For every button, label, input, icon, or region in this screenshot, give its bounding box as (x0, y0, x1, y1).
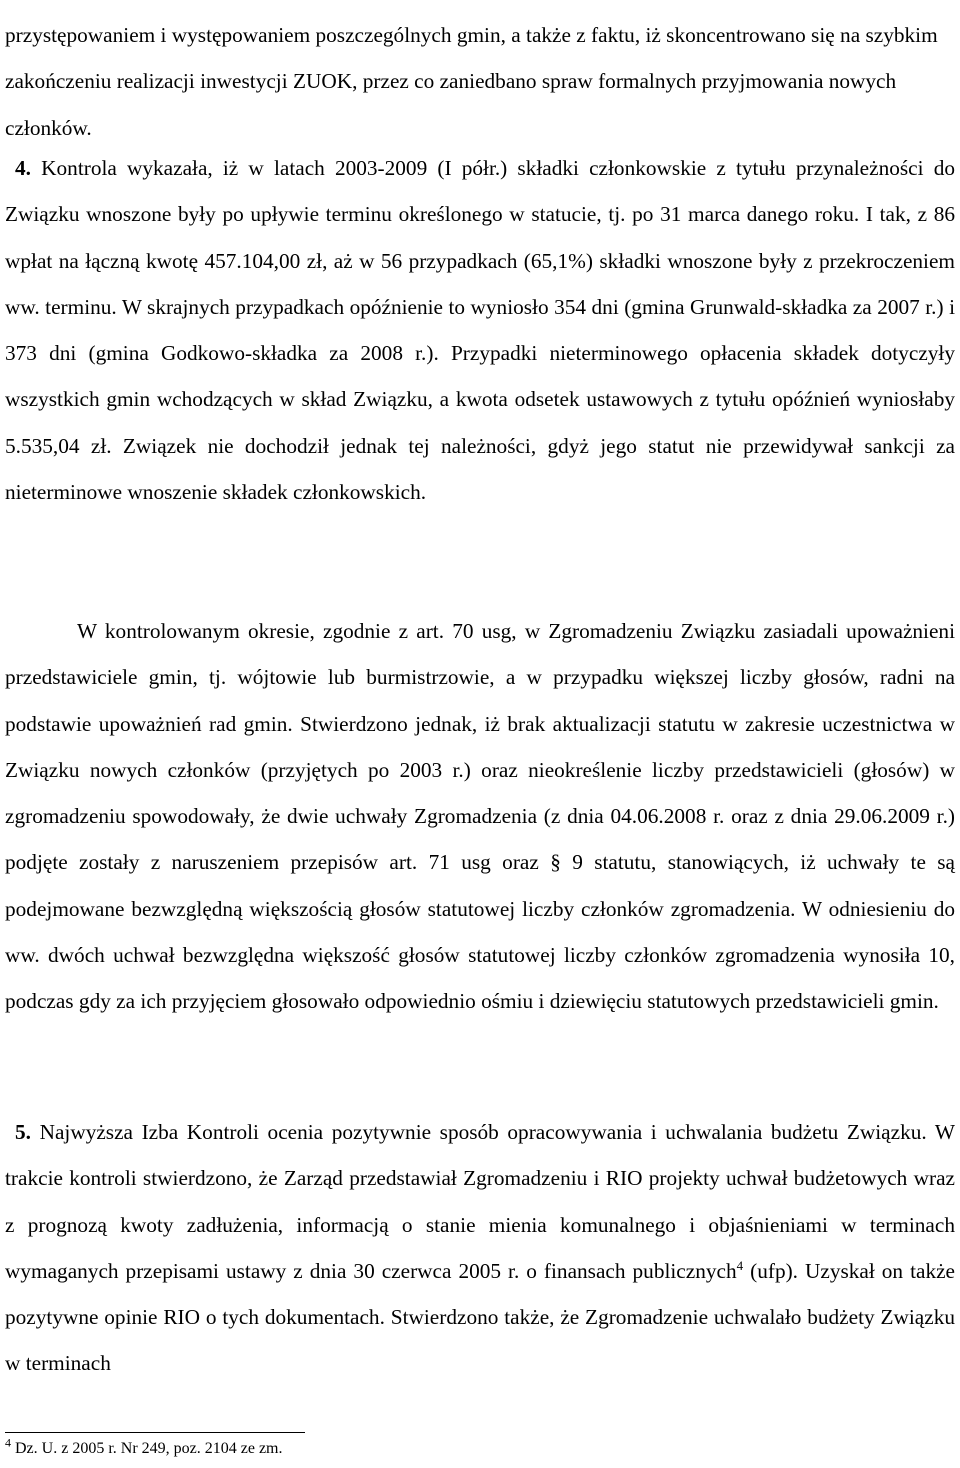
paragraph-2-text: Kontrola wykazała, iż w latach 2003-2009 (I półr.) składki członkowskie z tytułu przynależności do Związku wnoszone były po upływie terminu określonego w statucie, tj. po 31 marca danego roku. I tak, z 86 wpłat na łączną kwotę 457.104,00 zł, aż w 56 przypadkach (65,1%) składki wnoszone były z przekroczeniem ww. terminu. W skrajnych przypadkach opóźnienie to wyniosło 354 dni (gmina Grunwald-składka za 2007 r.) i 373 dni (gmina Godkowo-składka za 2008 r.). Przypadki nieterminowego opłacenia składek dotyczyły wszystkich gmin wchodzących w skład Związku, a kwota odsetek ustawowych z tytułu opóźnień wyniosłaby 5.535,04 zł. Związek nie dochodził jednak tej należności, gdyż jego statut nie przewidywał sankcji za nieterminowe wnoszenie składek członkowskich. (5, 156, 955, 505)
point-number-4: 4. (15, 156, 31, 180)
paragraph-representatives (5, 608, 955, 1025)
point-number-5: 5. (15, 1120, 31, 1144)
paragraph-point-4 (5, 145, 955, 515)
paragraph-1-text: przystępowaniem i występowaniem poszczególnych gmin, a także z faktu, iż skoncentrowano się na szybkim zakończeniu realizacji inwestycji ZUOK, przez co zaniedbano spraw formalnych przyjmowania nowych członków. (5, 23, 938, 140)
footnote (5, 1435, 283, 1460)
paragraph-continuation (5, 12, 955, 151)
paragraph-point-5 (5, 1109, 955, 1387)
footnote-separator (5, 1432, 305, 1433)
footnote-number: 4 (5, 1435, 11, 1450)
paragraph-3-text: W kontrolowanym okresie, zgodnie z art. 70 usg, w Zgromadzeniu Związku zasiadali upoważnieni przedstawiciele gmin, tj. wójtowie lub burmistrzowie, a w przypadku większej liczby głosów, radni na podstawie upoważnień rad gmin. Stwierdzono jednak, iż brak aktualizacji statutu w zakresie uczestnictwa w Związku nowych członków (przyjętych po 2003 r.) oraz nieokreślenie liczby przedstawicieli (głosów) w zgromadzeniu spowodowały, że dwie uchwały Zgromadzenia (z dnia 04.06.2008 r. oraz z dnia 29.06.2009 r.) podjęte zostały z naruszeniem przepisów art. 71 usg oraz § 9 statutu, stanowiących, iż uchwały te są podejmowane bezwzględną większością głosów statutowej liczby członków zgromadzenia. W odniesieniu do ww. dwóch uchwał bezwzględna większość głosów statutowej liczby członków zgromadzenia wynosiła 10, podczas gdy za ich przyjęciem głosowało odpowiednio ośmiu i dziewięciu statutowych przedstawicieli gmin. (5, 619, 955, 1014)
paragraph-4-text-b: (ufp). Uzyskał on także pozytywne opinie RIO o tych dokumentach. Stwierdzono także, że Zgromadzenie uchwalało budżety Związku w terminach (5, 1258, 956, 1376)
footnote-reference: 4 (736, 1257, 744, 1273)
paragraph-4-text-a: Najwyższa Izba Kontroli ocenia pozytywnie sposób opracowywania i uchwalania budżetu Związku. W trakcie kontroli stwierdzono, że Zarząd przedstawiał Zgromadzeniu i RIO projekty uchwał budżetowych wraz z prognozą kwoty zadłużenia, informacją o stanie mienia komunalnego i objaśnieniami w terminach wymaganych przepisami ustawy z dnia 30 czerwca 2005 r. o finansach publicznych (5, 1120, 955, 1283)
footnote-text: Dz. U. z 2005 r. Nr 249, poz. 2104 ze zm. (11, 1440, 283, 1457)
